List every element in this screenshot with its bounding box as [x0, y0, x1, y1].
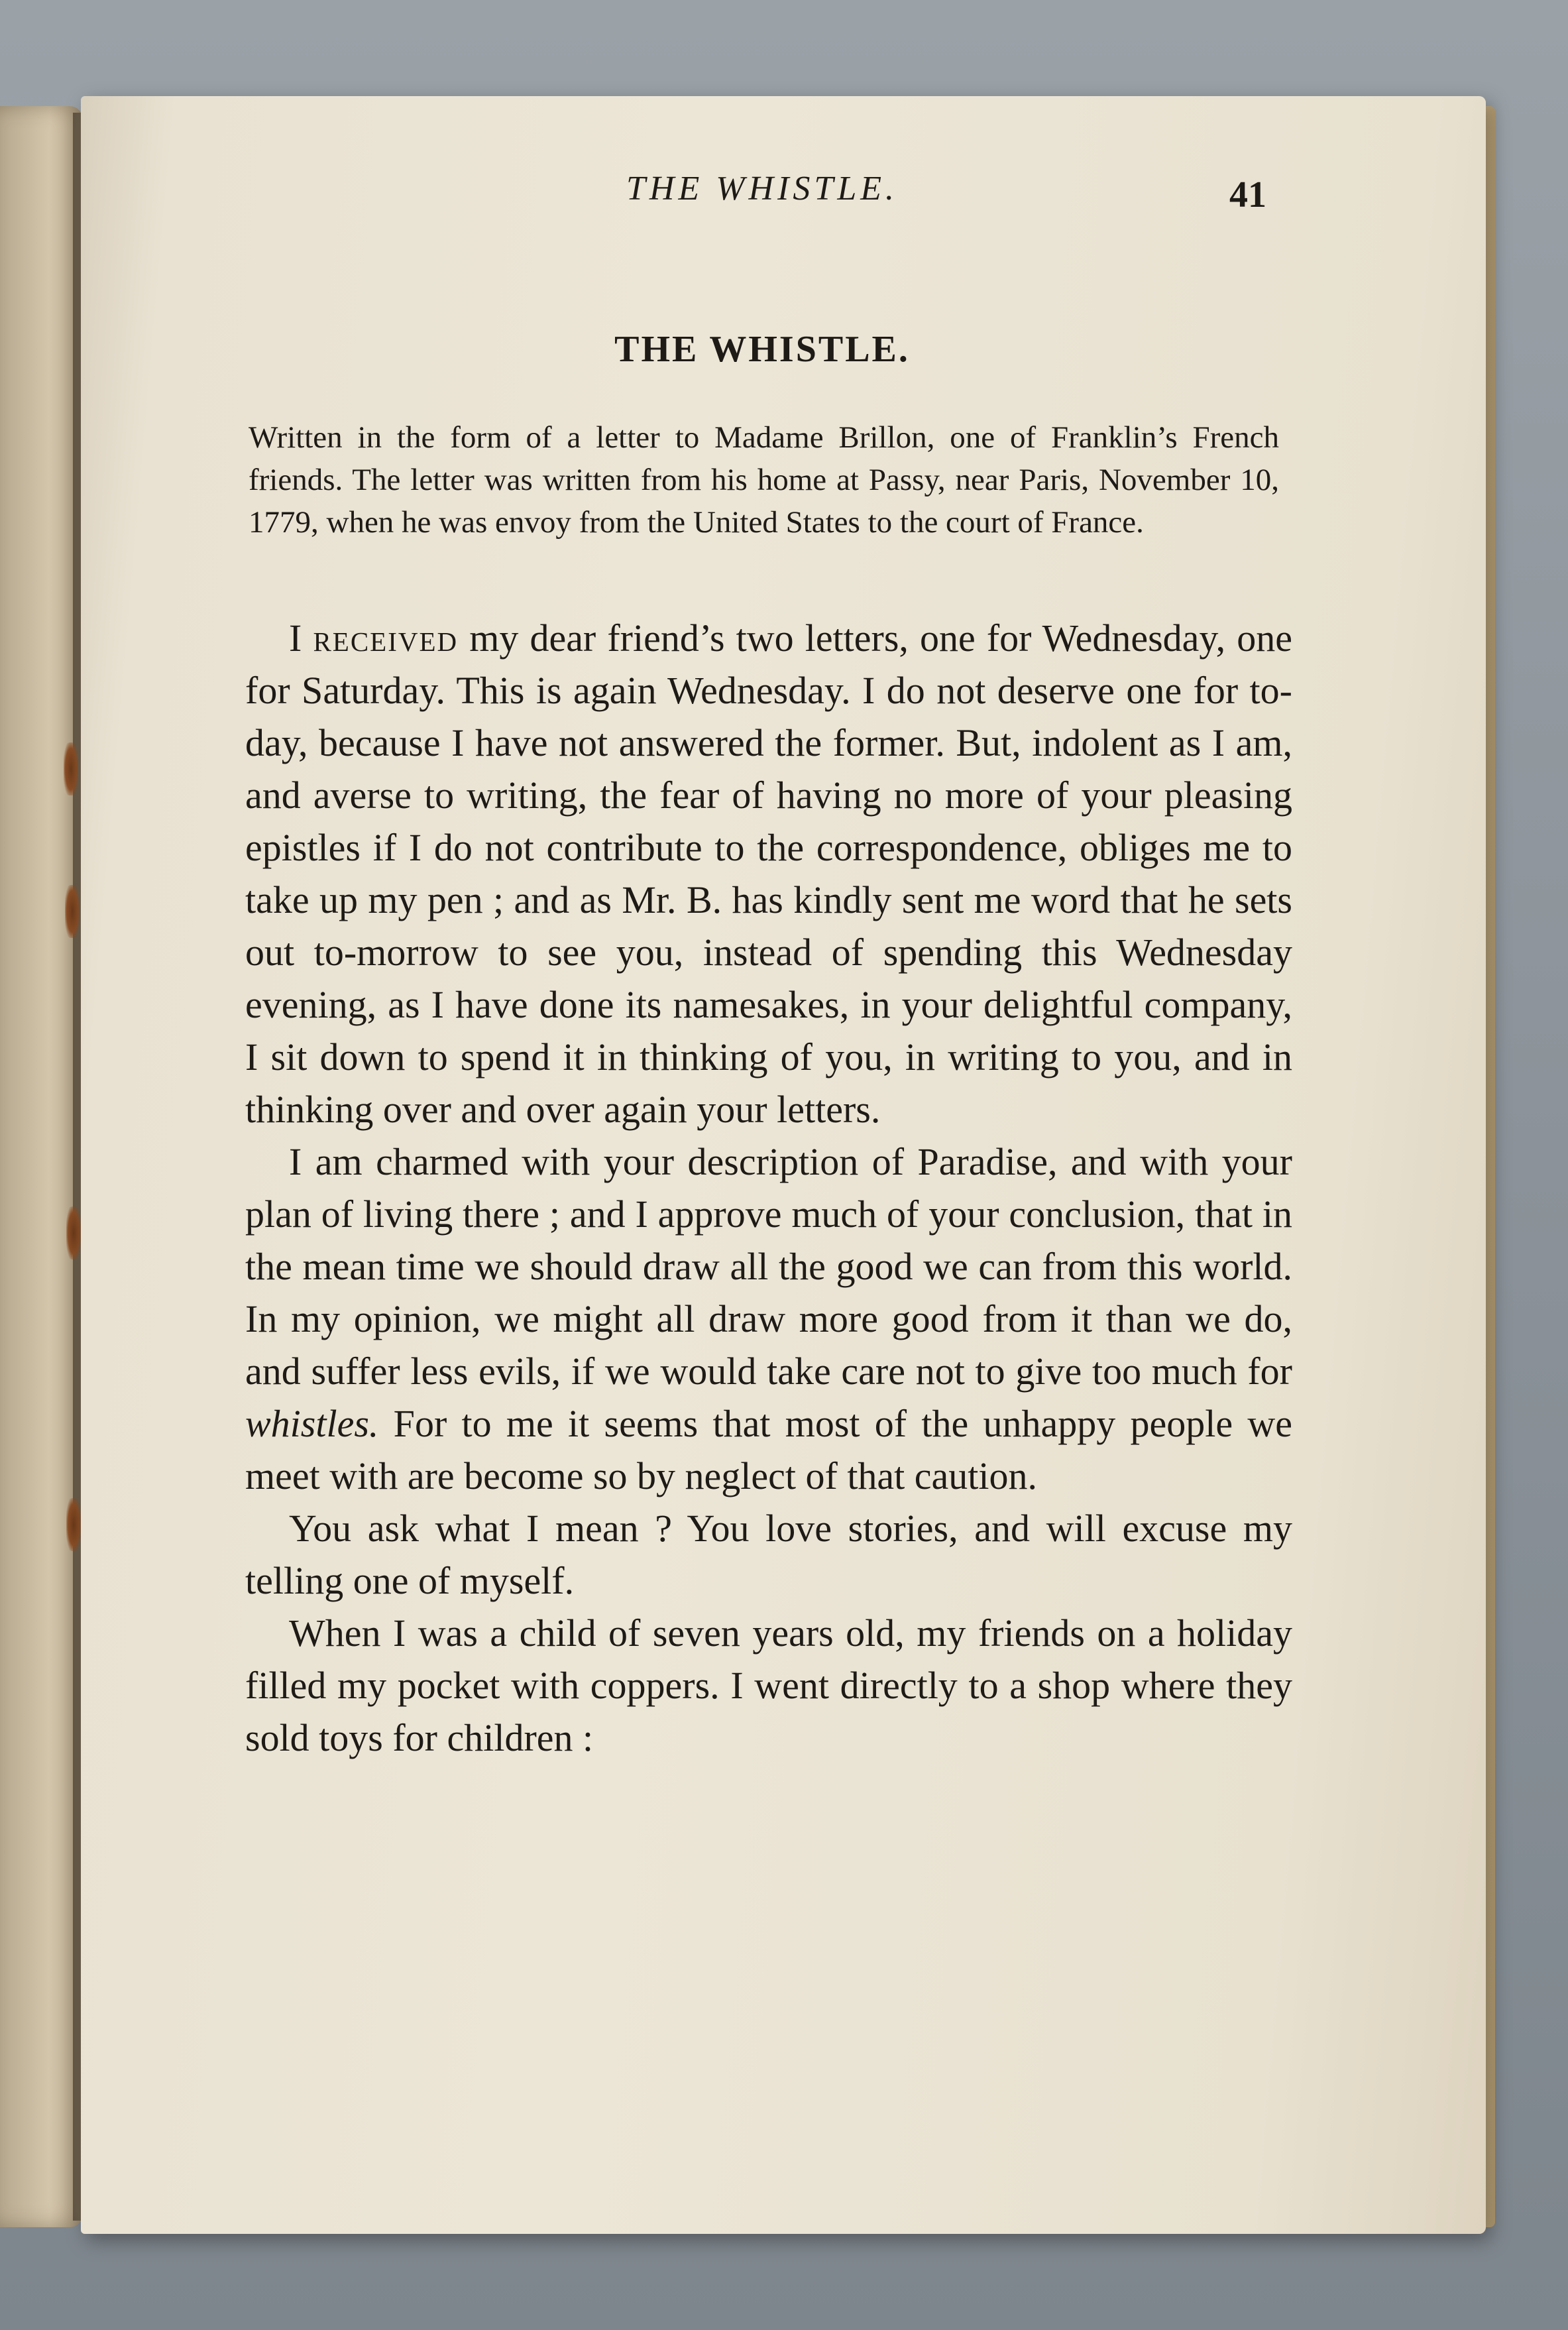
paragraph-3: You ask what I mean ? You love stories, and will excuse my telling one of myself.	[245, 1507, 1292, 1602]
paragraph-1-opening: I	[289, 616, 302, 660]
left-facing-page	[0, 106, 83, 2227]
paragraph-1-text: my dear friend’s two letters, one for Wednesday, one for Saturday. This is again Wednesday. I do not deserve one for to-day, because I have not answered the former. But, indolent as I am, and averse to writing, the fear of having no more of your pleasing epistles if I do not contribute to the correspondence, obliges me to take up my pen ; and as Mr. B. has kindly sent me word that he sets out to-morrow to see you, instead of spending this Wednesday evening, as I have done its namesakes, in your delightful company, I sit down to spend it in thinking of you, in writing to you, and in thinking over and over again your letters.	[245, 616, 1293, 1131]
running-head: THE WHISTLE.	[626, 170, 899, 207]
page-number: 41	[1229, 174, 1266, 215]
paragraph-2-text-before: I am charmed with your description of Paradise, and with your plan of living there ; and I approve much of your conclusion, that in the mean time we should draw all the good we can from this world. In my opinion, we might all draw more good from it than we do, and suffer less evils, if we would take care not to give too much for	[245, 1140, 1292, 1393]
binding-hole	[66, 1206, 81, 1259]
paragraph-2	[245, 1136, 1292, 1502]
paragraph-4: When I was a child of seven years old, my friends on a holiday filled my pocket with coppers. I went directly to a shop where they sold toys for children :	[245, 1611, 1292, 1759]
paragraph-2-text-after: For to me it seems that most of the unhappy people we meet with are become so by neglect of that caution.	[245, 1402, 1292, 1497]
paragraph-2-italic: whistles.	[245, 1402, 379, 1445]
binding-hole	[64, 742, 78, 795]
binding-hole	[66, 1498, 81, 1551]
paragraph-1	[245, 612, 1292, 1136]
binding-hole	[65, 885, 80, 938]
chapter-title: THE WHISTLE.	[614, 329, 910, 370]
headnote: Written in the form of a letter to Madame Brillon, one of Franklin’s French friends. The letter was written from his home at Passy, near Paris, November 10, 1779, when he was envoy from the United States to the court of France.	[249, 420, 1279, 540]
paragraph-1-smallcaps: received	[313, 616, 459, 660]
body-text	[245, 612, 1292, 1764]
